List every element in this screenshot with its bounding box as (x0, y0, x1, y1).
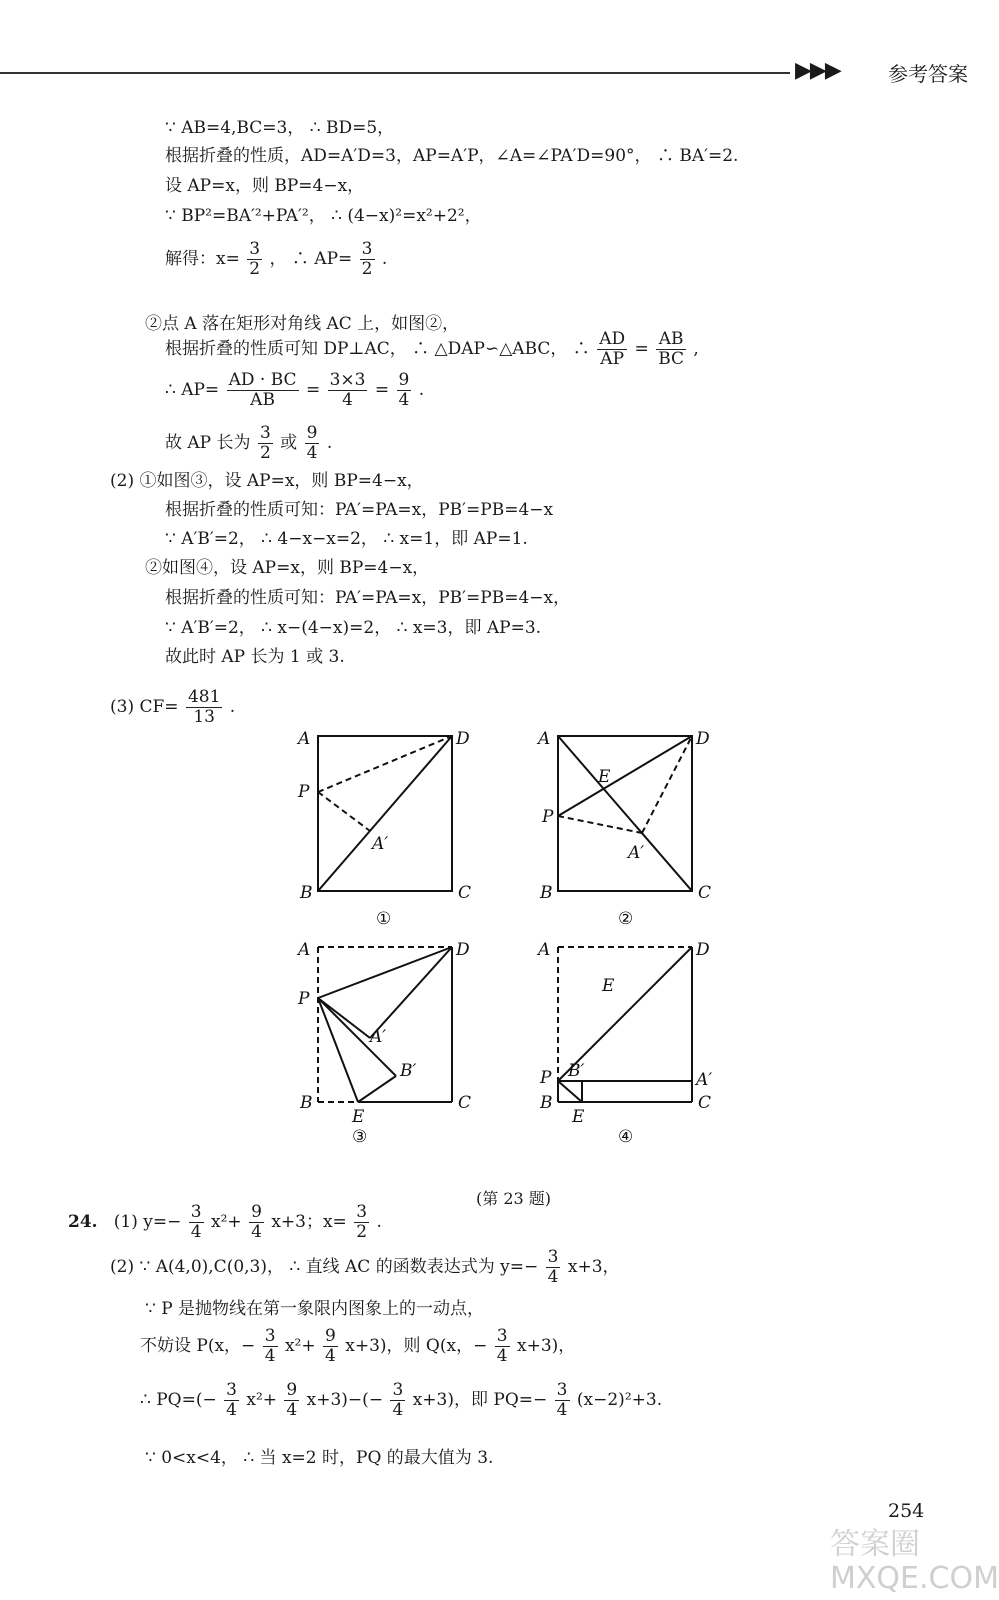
figure-number: ① (376, 909, 392, 929)
diagonal-bd (318, 736, 452, 891)
fraction: $\frac{9}{4}$ (306, 423, 318, 463)
text-line: ②点 A 落在矩形对角线 AC 上，如图②， (145, 314, 460, 334)
diagonal-ac (558, 736, 692, 891)
fraction: $\frac{AD}{AP}$ (599, 329, 626, 369)
text-line: ∵ 0<x<4， ∴ 当 x=2 时，PQ 的最大值为 3. (145, 1448, 494, 1468)
text-line: 设 AP=x，则 BP=4−x， (165, 176, 365, 196)
fold-line-pd (318, 736, 452, 792)
label-b1: B′ (568, 1061, 585, 1081)
figure-1-labels (296, 729, 471, 929)
ratio-line: 根据折叠的性质可知 DP⊥AC， ∴ △DAP∽△ABC， ∴ $\frac{AD}{AP}$ = $\frac{AB}{BC}$ , (165, 329, 699, 369)
label-b: B (300, 883, 313, 903)
label-d: D (696, 940, 710, 960)
text-line: 根据折叠的性质可知：PA′=PA=x，PB′=PB=4−x (165, 500, 554, 520)
fraction: $\frac{3}{4}$ (264, 1326, 276, 1366)
label-b1: B′ (400, 1061, 417, 1081)
fraction: $\frac{3}{4}$ (190, 1202, 202, 1242)
pq-line: ∴ PQ=(− $\frac{3}{4}$ x²+ $\frac{9}{4}$ x+3)−(− $\frac{3}{4}$ x+3)，即 PQ=− $\frac{3}{4}$ (x−2)²+3. (140, 1380, 663, 1420)
result-line: 故 AP 长为 $\frac{3}{2}$ 或 $\frac{9}{4}$ . (165, 423, 333, 463)
label-p: P (540, 1068, 552, 1088)
label-b: B (540, 883, 553, 903)
fraction: $\frac{3}{2}$ (361, 239, 373, 279)
fraction: $\frac{3}{4}$ (226, 1380, 237, 1420)
text-line: ∵ AB=4,BC=3， ∴ BD=5， (165, 118, 395, 138)
text-line: 故此时 AP 长为 1 或 3. (165, 647, 345, 667)
label-d: D (456, 940, 470, 960)
figure-4-labels (536, 940, 712, 1147)
label-c: C (698, 883, 712, 903)
label-a1: A′ (370, 1027, 387, 1047)
segment-b1e (358, 1076, 396, 1102)
figure-1 (318, 736, 452, 891)
label-a: A (538, 729, 551, 749)
figure-number: ② (618, 909, 634, 929)
label-e: E (602, 976, 615, 996)
solve-line: 解得：x= $\frac{3}{2}$ ， ∴ AP= $\frac{3}{2}$ . (165, 239, 388, 279)
segment-pa1 (318, 792, 370, 831)
fraction: $\frac{3}{2}$ (356, 1202, 368, 1242)
fraction: $\frac{3}{4}$ (496, 1326, 508, 1366)
q24-part2: (2) ∵ A(4,0),C(0,3)， ∴ 直线 AC 的函数表达式为 y=− $\frac{3}{4}$ x+3， (110, 1247, 620, 1287)
figure-caption: (第 23 题) (476, 1189, 552, 1208)
label-d: D (456, 729, 470, 749)
label-d: D (696, 729, 710, 749)
label-a1: A′ (696, 1070, 713, 1090)
fraction: $\frac{9}{4}$ (325, 1326, 336, 1366)
fraction: $\frac{AD \cdot BC}{AB}$ (228, 370, 297, 410)
part3-line: (3) CF= $\frac{481}{13}$ . (110, 687, 236, 727)
label-e: E (572, 1107, 585, 1127)
label-b: B (300, 1093, 313, 1113)
label-p: P (298, 782, 310, 802)
label-c: C (458, 1093, 472, 1113)
segment-da1 (370, 947, 452, 1038)
text-line: ②如图④，设 AP=x，则 BP=4−x， (145, 558, 430, 578)
label-a: A (298, 940, 311, 960)
figure-2 (558, 736, 692, 891)
label-c: C (458, 883, 472, 903)
text-line: ∵ P 是抛物线在第一象限内图象上的一动点， (145, 1299, 485, 1319)
fraction: $\frac{3}{4}$ (392, 1380, 404, 1420)
watermark: 答案圈 MXQE.COM (830, 1527, 999, 1596)
text-line: (2) ①如图③，设 AP=x，则 BP=4−x， (110, 471, 424, 491)
set-line: 不妨设 P(x，− $\frac{3}{4}$ x²+ $\frac{9}{4}$ x+3)，则 Q(x，− $\frac{3}{4}$ x+3)， (140, 1326, 576, 1366)
page-number: 254 (888, 1500, 925, 1522)
fraction: $\frac{9}{4}$ (398, 370, 410, 410)
segment-pe (558, 1081, 582, 1102)
fraction: $\frac{3}{4}$ (547, 1247, 559, 1287)
header-rule (0, 72, 790, 74)
text-line: ∵ BP²=BA′²+PA′²， ∴ (4−x)²=x²+2²， (165, 206, 482, 226)
fraction: $\frac{3}{2}$ (259, 423, 271, 463)
label-c: C (698, 1093, 712, 1113)
header-arrows: ▶▶▶ (795, 58, 840, 83)
label-p: P (542, 807, 554, 827)
label-e: E (352, 1107, 365, 1127)
geometry-figures (290, 729, 740, 1182)
q24-part1: 24. (1) y=− $\frac{3}{4}$ x²+ $\frac{9}{4}$ x+3；x= $\frac{3}{2}$ . (68, 1202, 382, 1242)
fraction: $\frac{9}{4}$ (251, 1202, 262, 1242)
label-e: E (598, 767, 611, 787)
label-a1: A′ (628, 843, 645, 863)
fraction: $\frac{AB}{BC}$ (658, 329, 685, 369)
fraction: $\frac{481}{13}$ (187, 687, 221, 727)
header-title: 参考答案 (888, 62, 968, 86)
fraction: $\frac{3}{4}$ (556, 1380, 568, 1420)
label-a1: A′ (372, 834, 389, 854)
fraction: $\frac{3\times 3}{4}$ (329, 370, 366, 410)
fold-pd (318, 947, 452, 998)
label-p: P (298, 989, 310, 1009)
text-line: ∵ A′B′=2， ∴ 4−x−x=2， ∴ x=1，即 AP=1. (165, 529, 528, 549)
figure-2-labels (536, 729, 711, 929)
figure-number: ③ (352, 1127, 368, 1147)
figure-number: ④ (618, 1127, 634, 1147)
figure-3-labels (296, 940, 471, 1147)
fraction: $\frac{3}{2}$ (249, 239, 261, 279)
label-a: A (538, 940, 551, 960)
text-line: 根据折叠的性质可知：PA′=PA=x，PB′=PB=4−x， (165, 588, 571, 608)
figure-3 (318, 947, 452, 1102)
text-line: 根据折叠的性质，AD=A′D=3，AP=A′P，∠A=∠PA′D=90°， ∴ BA′=2. (165, 146, 739, 166)
label-a: A (298, 729, 311, 749)
label-b: B (540, 1093, 553, 1113)
ap-line: ∴ AP= $\frac{AD \cdot BC}{AB}$ = $\frac{3\times 3}{4}$ = $\frac{9}{4}$ . (165, 370, 425, 410)
text-line: ∵ A′B′=2， ∴ x−(4−x)=2， ∴ x=3，即 AP=3. (165, 618, 542, 638)
fraction: $\frac{9}{4}$ (286, 1380, 298, 1420)
